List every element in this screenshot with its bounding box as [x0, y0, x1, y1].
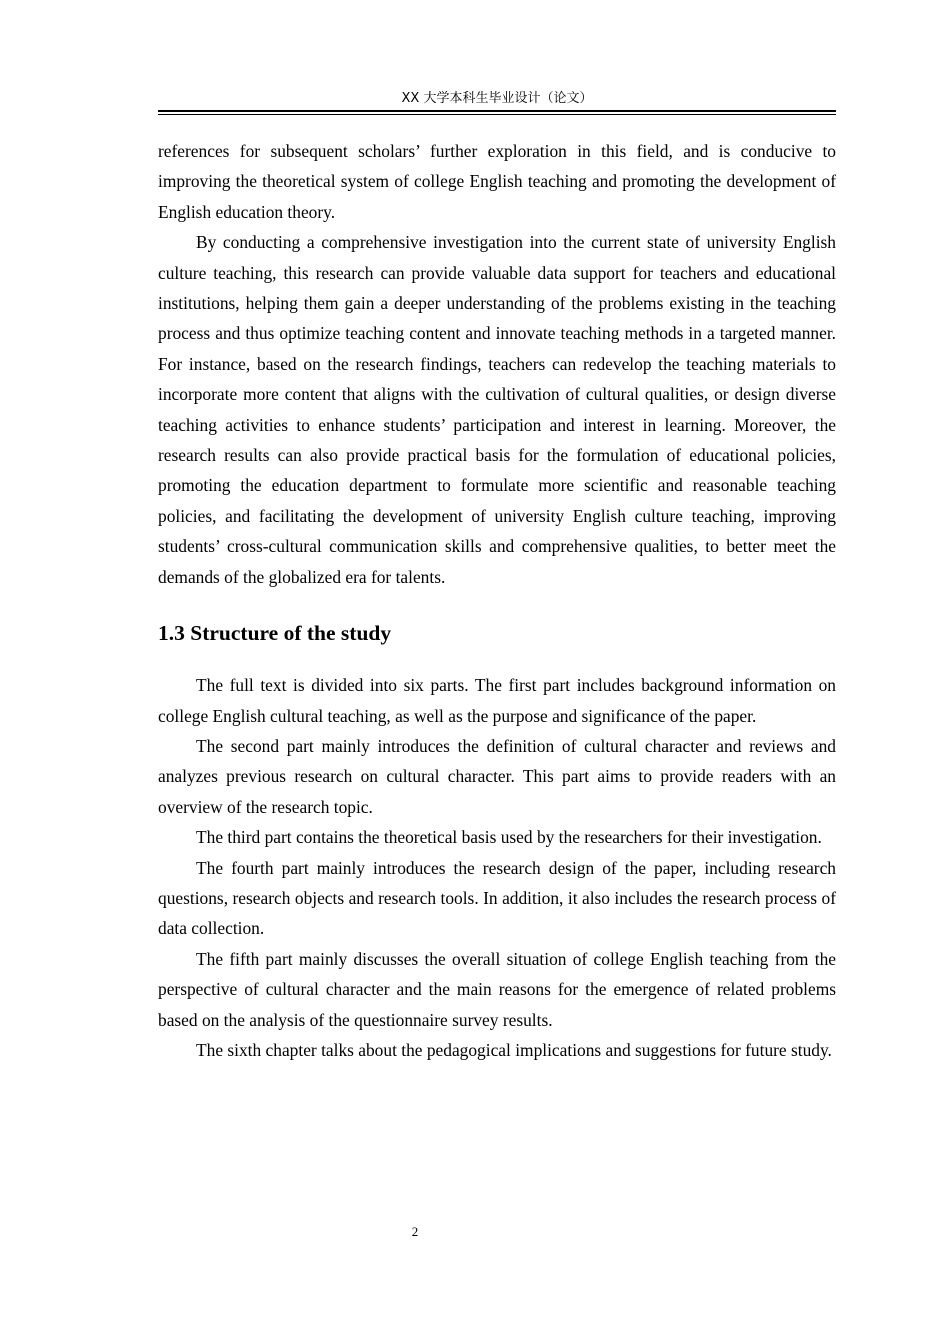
paragraph: By conducting a comprehensive investigation into the current state of university English culture teaching, this research can provide valuable data support for teachers and educational institutions, helping them gain a deeper understanding of the problems existing in the teaching process and thus optimize teaching content and innovate teaching methods in a targeted manner. For instance, based on the research findings, teachers can redevelop the teaching materials to incorporate more content that aligns with the cultivation of cultural qualities, or design diverse teaching activities to enhance students’ participation and interest in learning. Moreover, the research results can also provide practical basis for the formulation of educational policies, promoting the education department to formulate more scientific and reasonable teaching policies, and facilitating the development of university English culture teaching, improving students’ cross-cultural communication skills and comprehensive qualities, to better meet the demands of the globalized era for talents. [158, 232, 836, 587]
running-header: XX 大学本科生毕业设计（论文） [401, 91, 593, 106]
header-rule-thin [158, 114, 836, 115]
paragraph: The full text is divided into six parts. The first part includes background information on college English cultural teaching, as well as the purpose and significance of the paper. [158, 675, 836, 726]
page-number: 2 [411, 1224, 419, 1239]
section-heading: 1.3 Structure of the study [158, 621, 392, 646]
paragraph: The second part mainly introduces the definition of cultural character and reviews and analyzes previous research on cultural character. This part aims to provide readers with an overview of the research topic. [158, 735, 836, 817]
paragraph: The fourth part mainly introduces the research design of the paper, including research questions, research objects and research tools. In addition, it also includes the research process of data collection. [158, 857, 836, 939]
paragraph: The third part contains the theoretical basis used by the researchers for their investigation. [196, 827, 822, 848]
paragraph: The fifth part mainly discusses the overall situation of college English teaching from the perspective of cultural character and the main reasons for the emergence of related problems based on the analysis of the questionnaire survey results. [158, 948, 836, 1030]
paragraph: The sixth chapter talks about the pedagogical implications and suggestions for future study. [196, 1039, 832, 1060]
header-rule-thick [158, 110, 836, 112]
body-text [158, 136, 836, 1065]
paragraph-continued: references for subsequent scholars’ further exploration in this field, and is conducive to improving the theoretical system of college English teaching and promoting the development of English education theory. [158, 141, 836, 222]
